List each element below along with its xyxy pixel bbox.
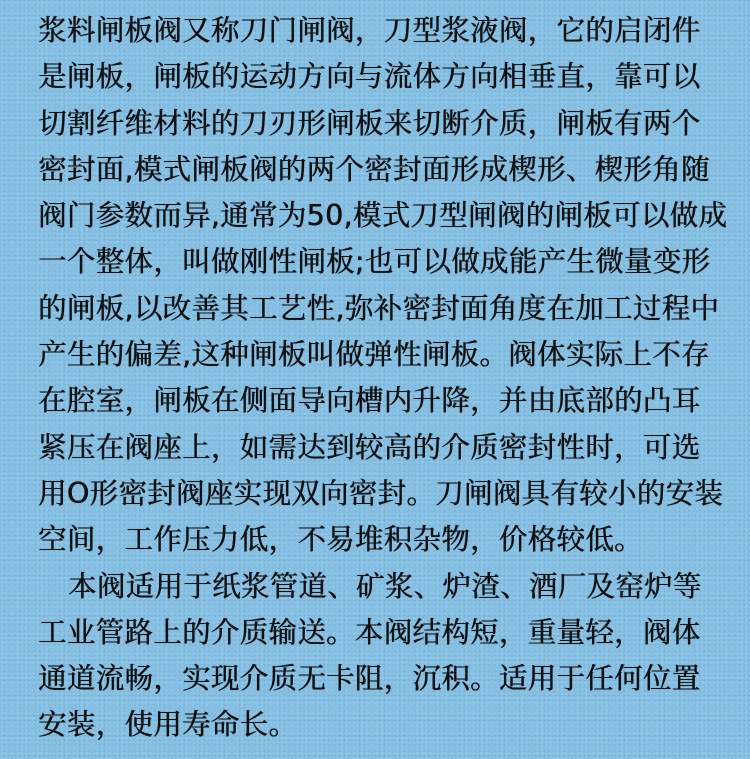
article-line-2: 是闸板，闸板的运动方向与流体方向相垂直，靠可以 bbox=[38, 60, 701, 94]
article-line-15: 通道流畅，实现介质无卡阻，沉积。适用于任何位置 bbox=[38, 662, 701, 696]
article-line-3: 切割纤维材料的刀刃形闸板来切断介质，闸板有两个 bbox=[38, 106, 701, 140]
article-line-16: 安装，使用寿命长。 bbox=[38, 708, 298, 742]
article-line-12: 空间，工作压力低，不易堆积杂物，价格较低。 bbox=[38, 523, 643, 557]
article-line-8: 产生的偏差,这种闸板叫做弹性闸板。阀体实际上不存 bbox=[38, 338, 710, 372]
article-line-13: 本阀适用于纸浆管道、矿浆、炉渣、酒厂及窑炉等 bbox=[68, 569, 702, 603]
article-line-6: 一个整体，叫做刚性闸板;也可以做成能产生微量变形 bbox=[38, 245, 711, 279]
article-line-10: 紧压在阀座上，如需达到较高的介质密封性时，可选 bbox=[38, 430, 701, 464]
article-body bbox=[38, 8, 728, 749]
article-line-11: 用O形密封阀座实现双向密封。刀闸阀具有较小的安装 bbox=[38, 476, 724, 510]
article-line-14: 工业管路上的介质输送。本阀结构短，重量轻，阀体 bbox=[38, 615, 701, 649]
article-line-1: 浆料闸板阀又称刀门闸阀，刀型浆液阀，它的启闭件 bbox=[38, 14, 701, 47]
article-line-4: 密封面,模式闸板阀的两个密封面形成楔形、楔形角随 bbox=[38, 152, 710, 186]
article-line-7: 的闸板,以改善其工艺性,弥补密封面角度在加工过程中 bbox=[38, 291, 720, 325]
article-line-5: 阀门参数而异,通常为50,模式刀型闸阀的闸板可以做成 bbox=[38, 199, 728, 233]
article-line-9: 在腔室，闸板在侧面导向槽内升降，并由底部的凸耳 bbox=[38, 384, 701, 418]
